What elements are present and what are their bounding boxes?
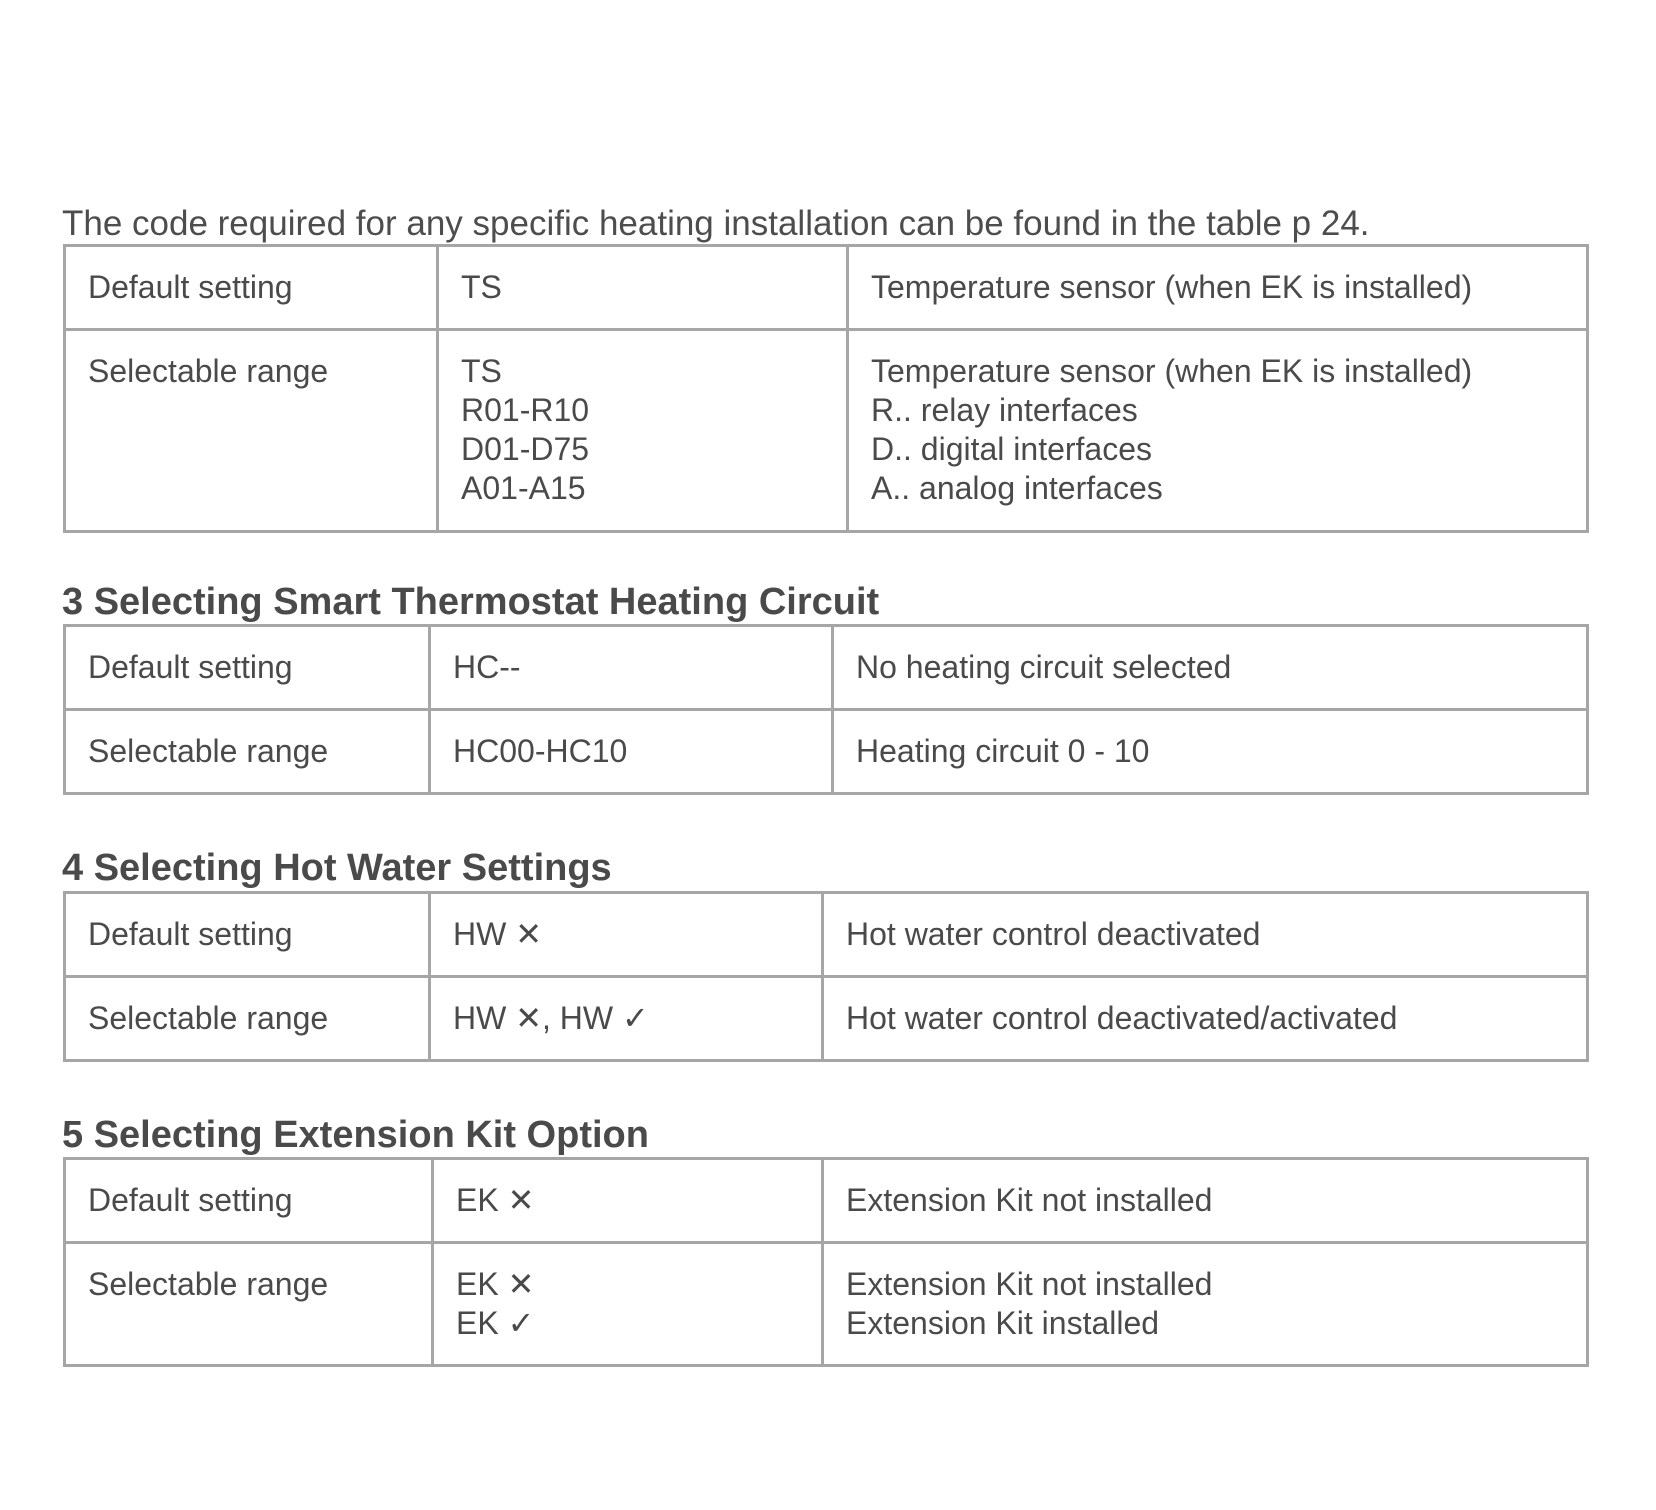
setting-description: Extension Kit not installed [823, 1159, 1588, 1243]
code-line: TS [461, 353, 502, 389]
setting-description: No heating circuit selected [833, 626, 1588, 710]
setting-code: HC-- [430, 626, 833, 710]
setting-descriptions [848, 330, 1588, 532]
setting-code: EK ✕ [433, 1159, 823, 1243]
description-line: D.. digital interfaces [871, 431, 1153, 467]
description-line: Temperature sensor (when EK is installed) [871, 353, 1473, 389]
heating-circuit-table [63, 624, 1589, 795]
setting-code: TS [438, 246, 848, 330]
setting-code: HC00-HC10 [430, 710, 833, 794]
extension-kit-table [63, 1157, 1589, 1367]
intro-text: The code required for any specific heating installation can be found in the table p 24. [62, 204, 1370, 243]
row-label: Default setting [65, 1159, 433, 1243]
row-label: Selectable range [65, 977, 430, 1061]
hot-water-table [63, 891, 1589, 1062]
table-row [65, 330, 1588, 532]
row-label: Default setting [65, 246, 438, 330]
table-row [65, 977, 1588, 1061]
section-4-title: 4 Selecting Hot Water Settings [62, 847, 612, 889]
row-label: Selectable range [65, 710, 430, 794]
code-line: EK ✕ [456, 1266, 535, 1302]
table-row [65, 626, 1588, 710]
setting-description: Hot water control deactivated/activated [823, 977, 1588, 1061]
description-line: R.. relay interfaces [871, 392, 1138, 428]
code-line: D01-D75 [461, 431, 590, 467]
setting-code: HW ✕ [430, 893, 823, 977]
sensor-settings-table [63, 244, 1589, 533]
code-line: EK ✓ [456, 1305, 535, 1341]
table-row [65, 246, 1588, 330]
table-row [65, 710, 1588, 794]
description-line: Extension Kit installed [846, 1305, 1160, 1341]
table-row [65, 893, 1588, 977]
setting-codes [433, 1243, 823, 1366]
table-row [65, 1243, 1588, 1366]
setting-description: Temperature sensor (when EK is installed) [848, 246, 1588, 330]
setting-description: Hot water control deactivated [823, 893, 1588, 977]
section-5-title: 5 Selecting Extension Kit Option [62, 1114, 649, 1156]
row-label: Selectable range [65, 330, 438, 532]
description-line: A.. analog interfaces [871, 470, 1163, 506]
table-row [65, 1159, 1588, 1243]
code-line: A01-A15 [461, 470, 586, 506]
description-line: Extension Kit not installed [846, 1266, 1213, 1302]
setting-description: Heating circuit 0 - 10 [833, 710, 1588, 794]
row-label: Selectable range [65, 1243, 433, 1366]
setting-codes [438, 330, 848, 532]
section-3-title: 3 Selecting Smart Thermostat Heating Circuit [62, 581, 880, 623]
row-label: Default setting [65, 626, 430, 710]
code-line: R01-R10 [461, 392, 590, 428]
row-label: Default setting [65, 893, 430, 977]
setting-descriptions [823, 1243, 1588, 1366]
setting-code: HW ✕, HW ✓ [430, 977, 823, 1061]
